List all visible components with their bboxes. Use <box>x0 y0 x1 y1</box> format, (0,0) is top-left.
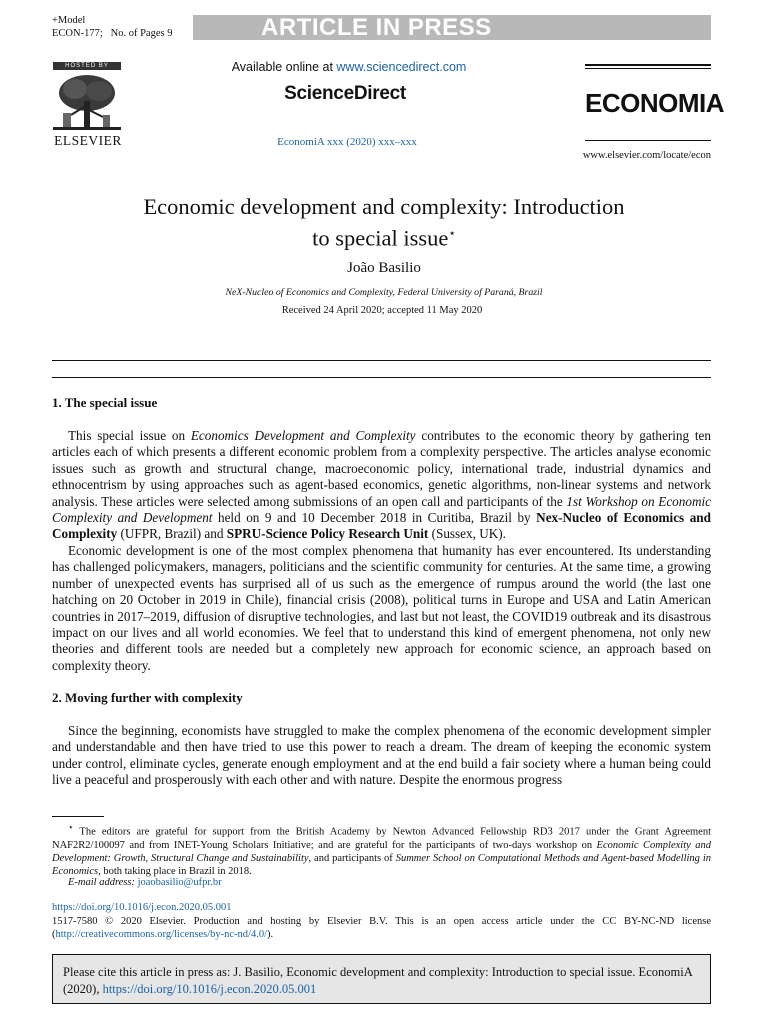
journal-site-link[interactable]: www.elsevier.com/locate/econ <box>582 150 711 161</box>
divider-top <box>52 360 711 361</box>
logo-rule-top-thin <box>585 68 711 69</box>
sciencedirect-link[interactable]: www.sciencedirect.com <box>336 60 467 74</box>
article-in-press-banner: ARTICLE IN PRESS <box>193 15 711 40</box>
email-link[interactable]: joaobasilio@ufpr.br <box>137 877 222 888</box>
sciencedirect-logo: ScienceDirect <box>284 83 406 104</box>
license-statement: 1517-7580 © 2020 Elsevier. Production and hosting by Elsevier B.V. This is an open access article under the CC BY-NC-ND license (http://creativecommons.org/licenses/by-nc-nd/4.0/). <box>52 916 711 941</box>
footnote-email <box>52 876 711 889</box>
citation-doi-link[interactable]: https://doi.org/10.1016/j.econ.2020.05.001 <box>102 982 317 996</box>
author-name: João Basilio <box>347 260 421 276</box>
available-online <box>0 60 698 74</box>
section-2-heading: 2. Moving further with complexity <box>52 690 243 705</box>
logo-rule-top <box>585 64 711 66</box>
citation-text: Please cite this article in press as: J. Basilio, Economic development and complexity: Introduction to special issue. EconomiA (2020), <box>63 965 693 996</box>
article-code-line <box>52 27 172 40</box>
citation-box <box>52 954 711 1004</box>
affiliation: NeX-Nucleo of Economics and Complexity, Federal University of Paraná, Brazil <box>225 287 543 298</box>
title-line-1: Economic development and complexity: Introduction <box>143 194 625 219</box>
section-1-paragraph-1: This special issue on Economics Development and Complexity contributes to the economic theory by gathering ten articles each of which presents a different economic problem from a complexity perspective. The articles analyse economic issues such as growth and structural change, macroeconomic policy, international trade, industrial dynamics and ethnocentrism by using approaches such as agent-based economics, genetic algorithms, non-linear systems and network analysis. These articles were selected among submissions of an open call and participants of the 1st Workshop on Economic Complexity and Development held on 9 and 10 December 2018 in Curitiba, Brazil by Nex-Nucleo of Economics and Complexity (UFPR, Brazil) and SPRU-Science Policy Research Unit (Sussex, UK). <box>52 428 711 542</box>
article-title <box>60 193 708 252</box>
footnote-mark: ⋆ <box>68 822 74 832</box>
article-meta <box>52 14 172 40</box>
section-1-heading: 1. The special issue <box>52 395 158 410</box>
available-prefix: Available online at <box>231 60 337 74</box>
footnote-rule <box>52 816 104 817</box>
email-label: E-mail address: <box>68 877 135 888</box>
article-code: ECON-177; <box>52 28 103 39</box>
hosted-by-label: HOSTED BY <box>53 62 121 70</box>
doi-link[interactable]: https://doi.org/10.1016/j.econ.2020.05.001 <box>52 902 232 913</box>
received-dates: Received 24 April 2020; accepted 11 May 2020 <box>281 305 483 316</box>
logo-rule-bottom <box>585 140 711 141</box>
title-line-2: to special issue⋆ <box>312 225 456 251</box>
footnote-acknowledgement: ⋆ The editors are grateful for support from the British Academy by Newton Advanced Fellowship RD3 2017 under the Grant Agreement NAF2R2/100097 and from INET-Young Scholars Initiative; and are grateful for the participants of two-days workshop on Economic Complexity and Development: Growth, Structural Change and Sustainability, and participants of Summer School on Computational Methods and Agent-based Modelling in Economics, both taking place in Brazil in 2018. <box>52 822 712 878</box>
section-2-paragraph-1: Since the beginning, economists have struggled to make the complex phenomena of the economic development simpler and understandable and then have tried to use this power to reach a dream. The dream of keeping the economic system under control, eliminate cycles, generate enough employment and at the end build a fair society where a human being could live a peaceful and prosperously with each other and with nature. Despite the enormous progress <box>52 723 711 788</box>
license-link[interactable]: http://creativecommons.org/licenses/by-nc-nd/4.0/ <box>55 929 268 941</box>
divider-bottom <box>52 377 711 378</box>
journal-reference-link[interactable]: EconomiA xxx (2020) xxx–xxx <box>277 136 417 148</box>
elsevier-wordmark: ELSEVIER <box>54 133 122 148</box>
economia-logo: ECONOMIA <box>585 88 724 118</box>
model-line: +Model <box>52 15 86 26</box>
title-footnote-mark[interactable]: ⋆ <box>448 226 456 240</box>
page-count: No. of Pages 9 <box>110 28 173 39</box>
section-1-paragraph-2: Economic development is one of the most complex phenomena that humanity has ever encountered. Its understanding has challenged policymakers, managers, politicians and the scientific community for centuries. At the same time, a growing number of unexpected events has surprised all of us such as the emergence of rumpus around the world (the last one hatching on 20 October in 2019 in Chile), financial crisis (2008), political turns in Europe and USA and Latin American countries in 2017–2019, diffusion of disruptive technologies, and last but not least, the COVID19 outbreak and its disastrous impact on our lives and all world economies. We feel that to understand this kind of emergent phenomena, not only new theories and different tools are needed but a completely new approach for economic science, an approach based on complexity theory. <box>52 543 711 673</box>
